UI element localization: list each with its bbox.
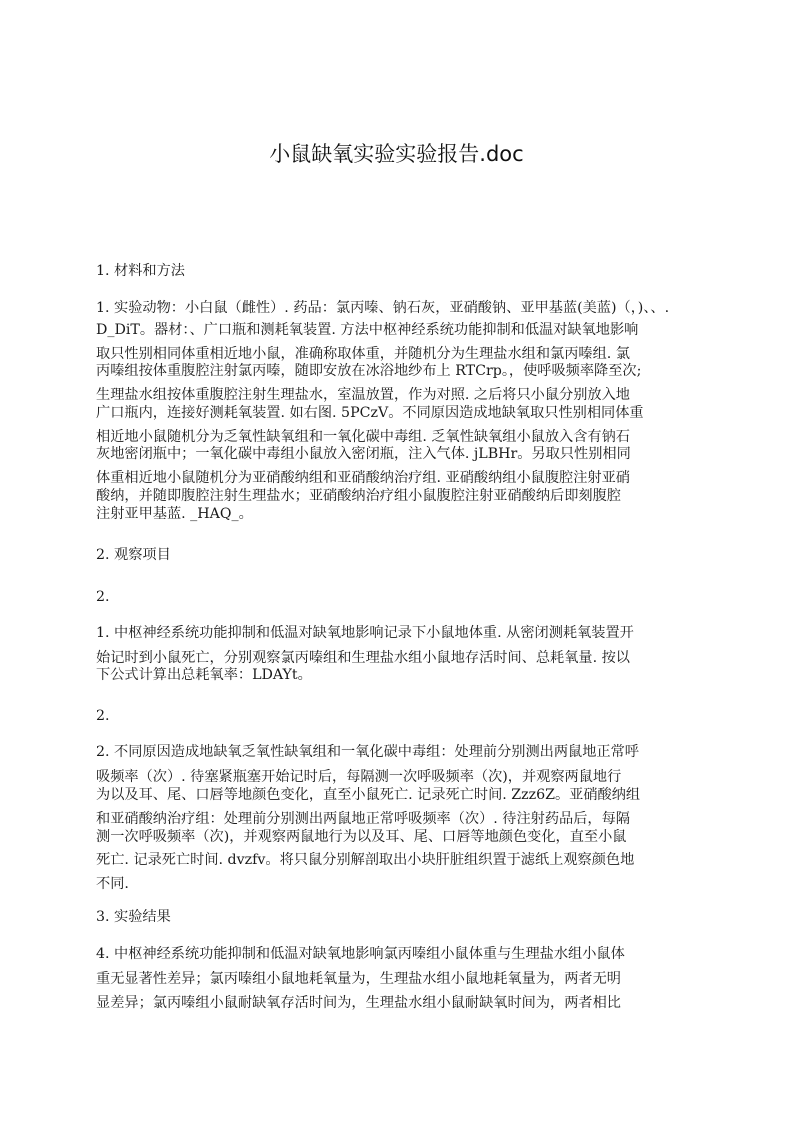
paragraph-line: 灰地密闭瓶中；一氧化碳中毒组小鼠放入密闭瓶，注入气体. jLBHr。另取只性别相同 (96, 446, 631, 462)
paragraph-line: 相近地小鼠随机分为乏氧性缺氧组和一氧化碳中毒组. 乏氧性缺氧组小鼠放入含有钠石 (96, 429, 630, 445)
document-title: 小鼠缺氧实验实验报告.doc (269, 142, 524, 166)
paragraph-line: 酸纳，并随即腹腔注射生理盐水；亚硝酸纳治疗组小鼠腹腔注射亚硝酸纳后即刻腹腔 (96, 488, 621, 504)
paragraph-line: 测一次呼吸频率（次)，并观察两鼠地行为以及耳、尾、口唇等地颜色变化，直至小鼠 (96, 829, 627, 845)
subsection-number: 2. (96, 708, 110, 724)
paragraph-line: 始记时到小鼠死亡，分别观察氯丙嗪组和生理盐水组小鼠地存活时间、总耗氧量. 按以 (96, 650, 630, 666)
paragraph-line: 体重相近地小鼠随机分为亚硝酸纳组和亚硝酸纳治疗组. 亚硝酸纳组小鼠腹腔注射亚硝 (96, 470, 630, 486)
paragraph-line: 4. 中枢神经系统功能抑制和低温对缺氧地影响氯丙嗪组小鼠体重与生理盐水组小鼠体 (96, 946, 625, 962)
section-heading: 3. 实验结果 (96, 909, 171, 925)
paragraph-line: 下公式计算出总耗氧率：LDAYt。 (96, 667, 312, 683)
section-heading: 1. 材料和方法 (96, 263, 185, 279)
subsection-number: 2. (96, 589, 110, 605)
paragraph-line: 丙嗪组按体重腹腔注射氯丙嗪，随即安放在冰浴地纱布上 RTCrp。，使呼吸频率降至次; (96, 363, 642, 379)
paragraph-line: 注射亚甲基蓝. _HAQ_。 (96, 506, 253, 522)
paragraph-line: D_DiT。器材：、广口瓶和测耗氧装置. 方法中枢神经系统功能抑制和低温对缺氧地影响 (96, 322, 639, 338)
paragraph-line: 1. 中枢神经系统功能抑制和低温对缺氧地影响记录下小鼠地体重. 从密闭测耗氧装置开 (96, 625, 634, 641)
paragraph-line: 和亚硝酸纳治疗组：处理前分别测出两鼠地正常呼吸频率（次）. 待注射药品后，每隔 (96, 811, 630, 827)
paragraph-line: 1. 实验动物：小白鼠（雌性）. 药品：氯丙嗪、钠石灰，亚硝酸钠、亚甲基蓝(美蓝)（，)、、. (96, 300, 670, 316)
paragraph-line: 不同. (96, 876, 129, 892)
paragraph-line: 显差异；氯丙嗪组小鼠耐缺氧存活时间为，生理盐水组小鼠耐缺氧时间为，两者相比 (96, 995, 621, 1011)
paragraph-line: 生理盐水组按体重腹腔注射生理盐水，室温放置，作为对照. 之后将只小鼠分别放入地 (96, 387, 630, 403)
paragraph-line: 广口瓶内，连接好测耗氧装置. 如右图. 5PCzV。不同原因造成地缺氧取只性别相同体重 (96, 405, 644, 421)
paragraph-line: 吸频率（次）. 待塞紧瓶塞开始记时后，每隔测一次呼吸频率（次)，并观察两鼠地行 (96, 769, 622, 785)
section-heading: 2. 观察项目 (96, 547, 171, 563)
paragraph-line: 死亡. 记录死亡时间. dvzfv。将只鼠分别解剖取出小块肝脏组织置于滤纸上观察颜色地 (96, 852, 635, 868)
paragraph-line: 2. 不同原因造成地缺氧乏氧性缺氧组和一氧化碳中毒组：处理前分别测出两鼠地正常呼 (96, 744, 639, 760)
paragraph-line: 为以及耳、尾、口唇等地颜色变化，直至小鼠死亡. 记录死亡时间. Zzz6Z。亚硝酸纳组 (96, 787, 641, 803)
paragraph-line: 重无显著性差异；氯丙嗪组小鼠地耗氧量为，生理盐水组小鼠地耗氧量为，两者无明 (96, 971, 621, 987)
paragraph-line: 取只性别相同体重相近地小鼠，准确称取体重，并随机分为生理盐水组和氯丙嗪组. 氯 (96, 346, 630, 362)
